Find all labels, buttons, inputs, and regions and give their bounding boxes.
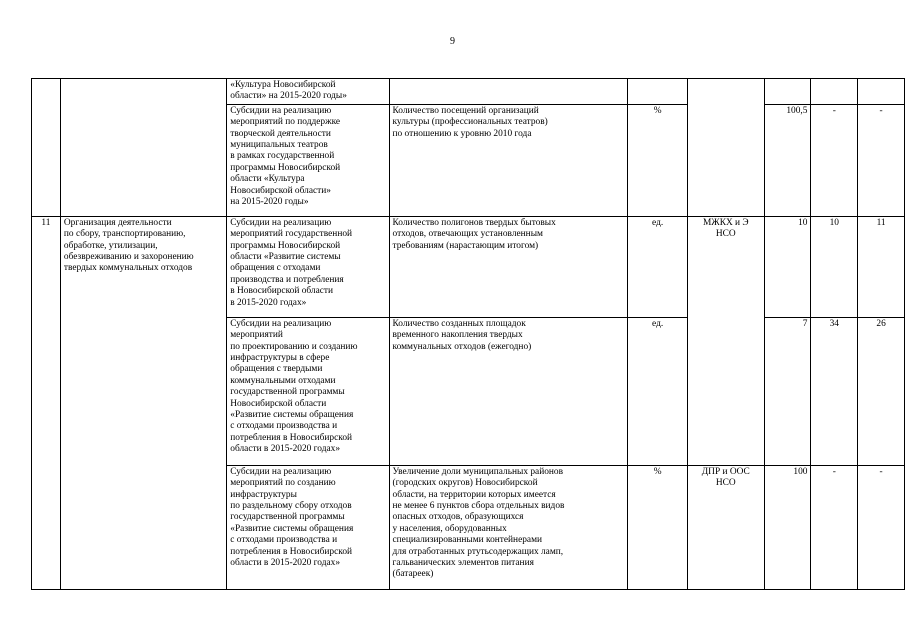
value-2021-cell: 26: [858, 317, 905, 465]
executor-cell: МЖКХ и Э НСО: [687, 216, 764, 465]
value-2020-cell: -: [811, 465, 858, 589]
indicator-cell: Количество созданных площадок временного накопления твердых коммунальных отходов (ежегодно): [389, 317, 628, 465]
subsidy-cell: Субсидии на реализацию мероприятий по созданию инфраструктуры по раздельному сбору отходов государственной программы «Развитие системы обращения с отходами производства и потребления в Новосибирской области в 2015-2020 годах»: [227, 465, 389, 589]
value-2019-cell: 7: [764, 317, 811, 465]
row-number-cell: [32, 79, 61, 217]
unit-cell: [628, 79, 688, 105]
row-number-cell: 11: [32, 216, 61, 589]
table-row: [32, 79, 905, 105]
table-row: [32, 216, 905, 317]
activity-cell: Организация деятельности по сбору, транспортированию, обработке, утилизации, обезвреживанию и захоронению твердых коммунальных отходов: [60, 216, 226, 589]
value-2021-cell: -: [858, 104, 905, 216]
value-2019-cell: 10: [764, 216, 811, 317]
executor-cell: [687, 79, 764, 217]
unit-cell: ед.: [628, 317, 688, 465]
subsidy-cell: Субсидии на реализацию мероприятий государственной программы Новосибирской области «Развитие системы обращения с отходами производства и потребления в Новосибирской области в 2015-2020 годах»: [227, 216, 389, 317]
value-2021-cell: [858, 79, 905, 105]
indicator-cell: Увеличение доли муниципальных районов (городских округов) Новосибирской области, на территории которых имеется не менее 6 пунктов сбора отдельных видов опасных отходов, образующихся у населения, оборудованных специализированными контейнерами для отработанных ртутьсодержащих ламп, гальванических элементов питания (батареек): [389, 465, 628, 589]
indicator-cell: Количество полигонов твердых бытовых отходов, отвечающих установленным требованиям (нарастающим итогом): [389, 216, 628, 317]
value-2019-cell: 100: [764, 465, 811, 589]
value-2020-cell: 10: [811, 216, 858, 317]
indicator-cell: Количество посещений организаций культуры (профессиональных театров) по отношению к уровню 2010 года: [389, 104, 628, 216]
indicator-cell: [389, 79, 628, 105]
unit-cell: ед.: [628, 216, 688, 317]
value-2020-cell: 34: [811, 317, 858, 465]
value-2020-cell: -: [811, 104, 858, 216]
value-2019-cell: 100,5: [764, 104, 811, 216]
subsidy-cell: Субсидии на реализацию мероприятий по поддержке творческой деятельности муниципальных театров в рамках государственной программы Новосибирской области «Культура Новосибирской области» на 2015-2020 годы»: [227, 104, 389, 216]
indicators-table: [31, 78, 905, 590]
executor-cell: ДПР и ООС НСО: [687, 465, 764, 589]
subsidy-cell: «Культура Новосибирской области» на 2015-2020 годы»: [227, 79, 389, 105]
unit-cell: %: [628, 465, 688, 589]
unit-cell: %: [628, 104, 688, 216]
value-2020-cell: [811, 79, 858, 105]
activity-cell: [60, 79, 226, 217]
value-2021-cell: -: [858, 465, 905, 589]
value-2021-cell: 11: [858, 216, 905, 317]
value-2019-cell: [764, 79, 811, 105]
page-number: 9: [450, 36, 455, 47]
subsidy-cell: Субсидии на реализацию мероприятий по проектированию и созданию инфраструктуры в сфере обращения с твердыми коммунальными отходами государственной программы Новосибирской области «Развитие системы обращения с отходами производства и потребления в Новосибирской области в 2015-2020 годах»: [227, 317, 389, 465]
